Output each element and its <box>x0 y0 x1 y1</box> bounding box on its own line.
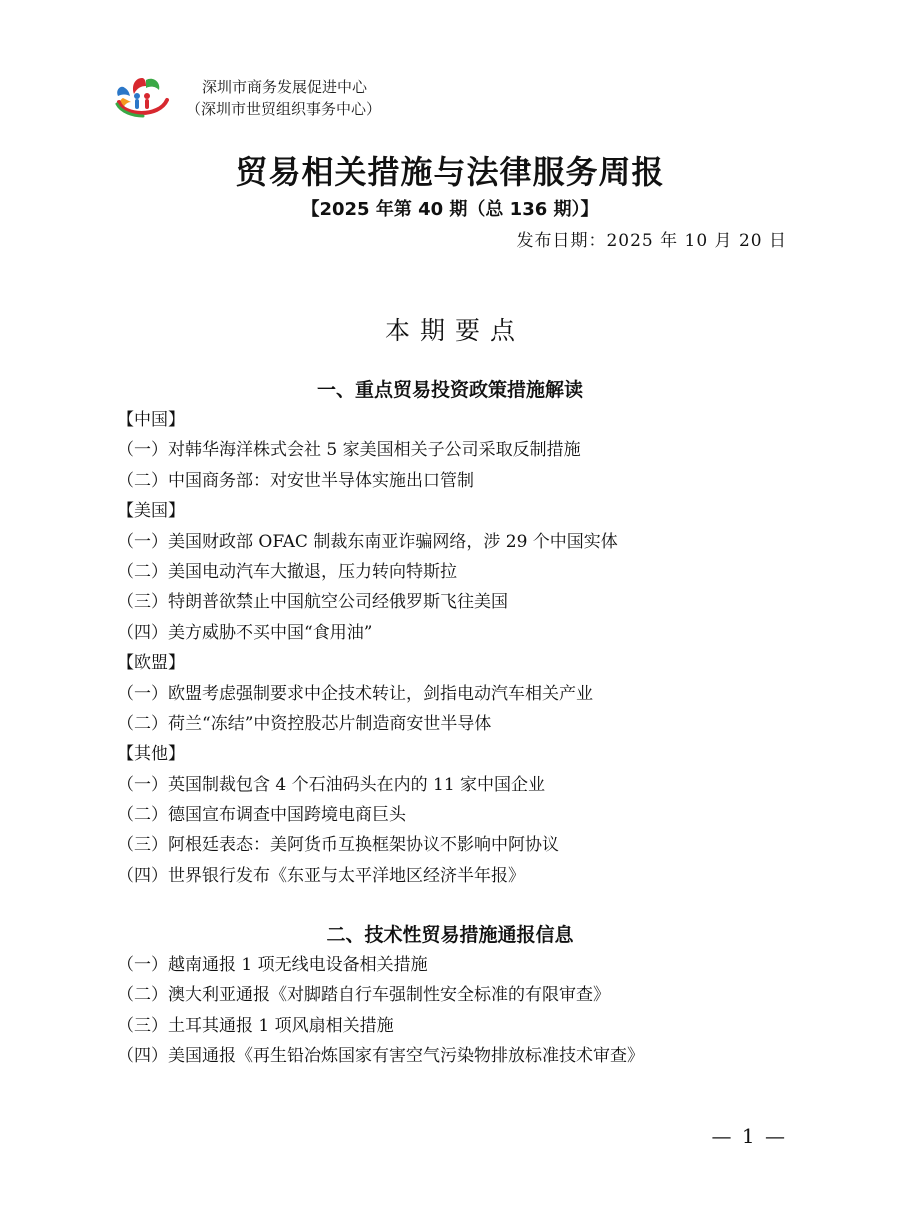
list-item: （三）特朗普欲禁止中国航空公司经俄罗斯飞往美国 <box>117 592 508 613</box>
list-item: （一）欧盟考虑强制要求中企技术转让，剑指电动汽车相关产业 <box>117 683 593 704</box>
list-item: 【中国】 <box>117 410 185 430</box>
section1-title: 一、重点贸易投资政策措施解读 <box>316 379 583 401</box>
org-name-line1: 深圳市商务发展促进中心 <box>202 78 368 96</box>
issue-number: 【2025 年第 40 期（总 136 期）】 <box>301 199 599 220</box>
org-name-line2: （深圳市世贸组织事务中心） <box>186 100 382 118</box>
list-item: （一）对韩华海洋株式会社 5 家美国相关子公司采取反制措施 <box>117 440 581 461</box>
list-item: （二）美国电动汽车大撤退，压力转向特斯拉 <box>117 561 457 582</box>
page-number: — 1 — <box>711 1124 787 1148</box>
logo-petal-red <box>133 78 146 94</box>
list-item: （一）越南通报 1 项无线电设备相关措施 <box>117 955 428 975</box>
document-title: 贸易相关措施与法律服务周报 <box>235 153 665 191</box>
list-item: 【欧盟】 <box>117 653 185 674</box>
list-item: （三）土耳其通报 1 项风扇相关措施 <box>117 1015 394 1036</box>
organization-name <box>186 76 381 120</box>
list-item: （三）阿根廷表态：美阿货币互换框架协议不影响中阿协议 <box>117 835 559 856</box>
list-item: （四）世界银行发布《东亚与太平洋地区经济半年报》 <box>117 865 525 886</box>
list-item: （二）德国宣布调查中国跨境电商巨头 <box>117 805 406 826</box>
list-item: （一）英国制裁包含 4 个石油码头在内的 11 家中国企业 <box>117 774 546 795</box>
list-item: （一）美国财政部 OFAC 制裁东南亚诈骗网络，涉 29 个中国实体 <box>117 531 618 552</box>
publish-date: 发布日期：2025 年 10 月 20 日 <box>516 231 787 251</box>
list-item: （四）美方威胁不买中国“食用油” <box>117 622 373 643</box>
list-item: （二）澳大利亚通报《对脚踏自行车强制性安全标准的有限审查》 <box>117 985 610 1006</box>
logo-petal-blue <box>117 87 130 96</box>
list-item: 【美国】 <box>117 501 185 522</box>
section2-list <box>117 950 644 1072</box>
section2-title: 二、技术性贸易措施通报信息 <box>326 924 574 946</box>
highlights-heading: 本期要点 <box>384 316 525 345</box>
list-item: 【其他】 <box>117 744 185 765</box>
list-item: （四）美国通报《再生铅冶炼国家有害空气污染物排放标准技术审查》 <box>117 1046 644 1067</box>
list-item: （二）中国商务部：对安世半导体实施出口管制 <box>117 470 474 491</box>
list-item: （二）荷兰“冻结”中资控股芯片制造商安世半导体 <box>117 713 492 734</box>
section1-list <box>117 405 618 891</box>
org-logo-icon <box>113 74 171 120</box>
logo-petal-green <box>146 79 159 90</box>
